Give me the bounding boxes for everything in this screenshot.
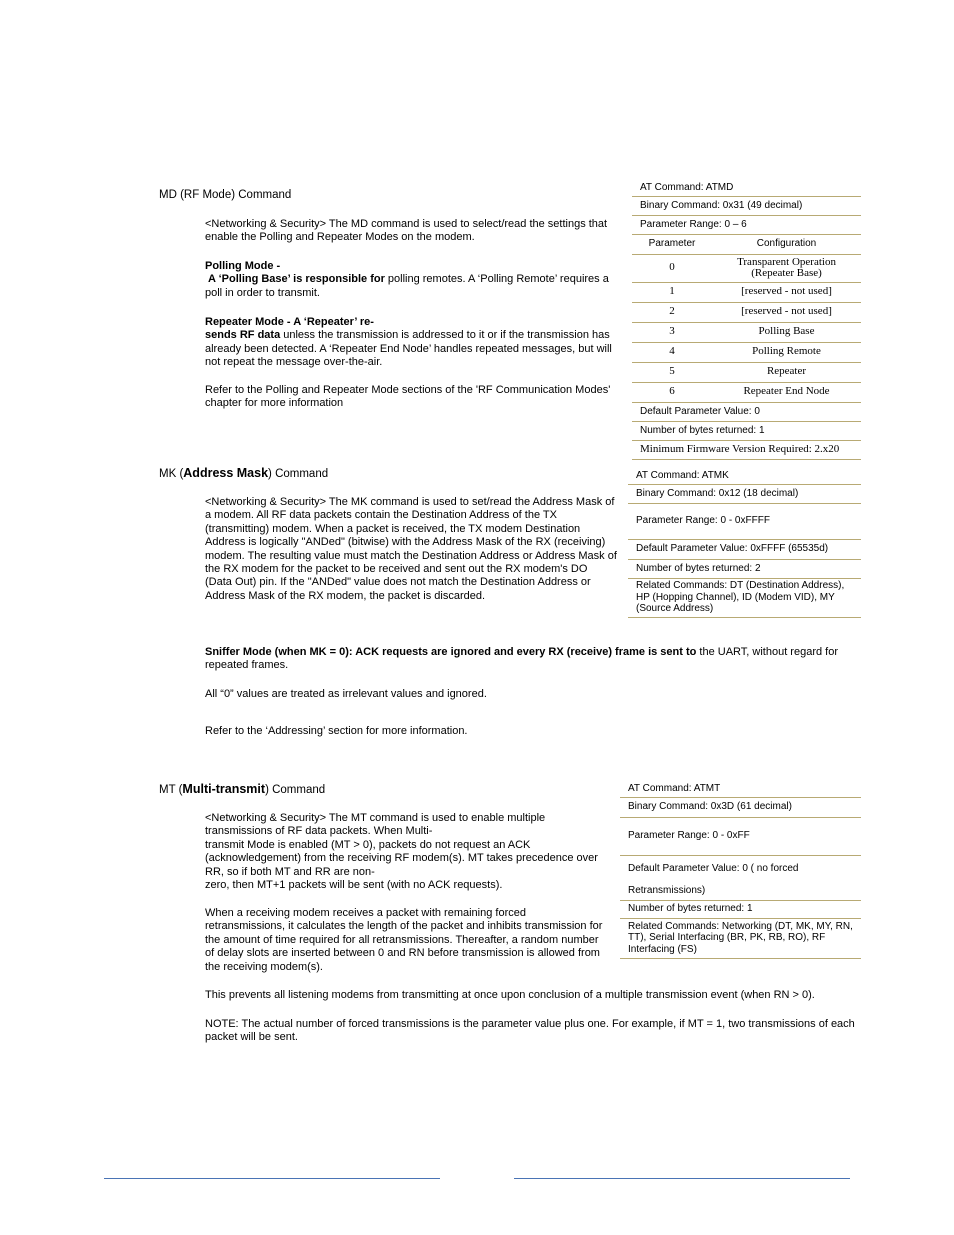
- md-default-value: Default Parameter Value: 0: [632, 402, 861, 421]
- mk-heading: [159, 466, 328, 480]
- mt-heading-name: Multi-transmit: [182, 782, 266, 796]
- md-row-config: Repeater: [712, 362, 861, 382]
- md-row-param: 1: [632, 282, 712, 302]
- md-row-config: Transparent Operation (Repeater Base): [712, 254, 861, 282]
- mt-heading: [159, 782, 325, 796]
- md-parameter-range: Parameter Range: 0 – 6: [632, 215, 861, 234]
- mk-intro: <Networking & Security> The MK command is used to set/read the Address Mask of a modem. All RF data packets contain the Destination Address of the TX (transmitting) modem. When a packet is received, the TX modem Destination Address is logically "ANDed" (bitwise) with the Address Mask of the RX (receiving) modem. The resulting value must match the Destination Address or Address Mask of the RX modem for the packet to be received and sent out the RX modem's DO (Data Out) pin. If the "ANDed" value does not match the Destination Address or Address Mask of the RX modem, the packet is discarded.: [205, 496, 617, 602]
- md-repeater-paragraph: [205, 316, 621, 370]
- mt-at-command: AT Command: ATMT: [620, 781, 861, 797]
- md-col-parameter: Parameter: [632, 234, 712, 254]
- md-row-param: 6: [632, 382, 712, 402]
- md-refer: Refer to the Polling and Repeater Mode sections of the 'RF Communication Modes' chapter for more information: [205, 384, 611, 410]
- mt-bytes-returned: Number of bytes returned: 1: [620, 900, 861, 918]
- md-row-config: [reserved - not used]: [712, 282, 861, 302]
- mk-refer: Refer to the ‘Addressing’ section for more information.: [205, 725, 468, 737]
- md-heading-suffix: ) Command: [231, 189, 292, 201]
- md-row-config: Polling Remote: [712, 342, 861, 362]
- md-row-param: 3: [632, 322, 712, 342]
- md-heading-name: RF Mode: [183, 189, 232, 201]
- mk-at-command: AT Command: ATMK: [628, 467, 861, 484]
- md-binary-command: Binary Command: 0x31 (49 decimal): [632, 196, 861, 215]
- footer-rule-right: [514, 1178, 850, 1179]
- mt-intro-line-2: transmit Mode is enabled (MT > 0), packets do not request an ACK (acknowledgement) from the receiving RF modem(s). MT takes precedence over RR, so if both MT and RR are non-: [205, 838, 598, 878]
- mt-prevents: This prevents all listening modems from transmitting at once upon conclusion of a multiple transmission event (when RN > 0).: [205, 989, 815, 1001]
- mt-intro-line-1: <Networking & Security> The MT command is used to enable multiple transmissions of RF data packets. When Multi-: [205, 812, 546, 838]
- mt-intro: [205, 812, 607, 892]
- mk-parameter-range: Parameter Range: 0 - 0xFFFF: [628, 503, 861, 539]
- md-row-param: 4: [632, 342, 712, 362]
- md-row-param: 5: [632, 362, 712, 382]
- md-heading: [159, 189, 291, 201]
- mt-binary-command: Binary Command: 0x3D (61 decimal): [620, 797, 861, 817]
- md-row-config: Repeater End Node: [712, 382, 861, 402]
- md-spec-table: [632, 179, 861, 460]
- mt-heading-prefix: MT (: [159, 784, 183, 796]
- md-min-firmware: Minimum Firmware Version Required: 2.x20: [632, 440, 861, 459]
- mk-related-commands: Related Commands: DT (Destination Address), HP (Hopping Channel), ID (Modem VID), MY (Source Address): [628, 578, 861, 617]
- mt-intro-line-3: zero, then MT+1 packets will be sent (with no ACK requests).: [205, 879, 503, 892]
- mt-retransmissions: Retransmissions): [620, 881, 861, 900]
- mk-default-value: Default Parameter Value: 0xFFFF (65535d): [628, 539, 861, 559]
- md-intro: <Networking & Security> The MD command is used to select/read the settings that enable the Polling and Repeater Modes on the modem.: [205, 218, 608, 244]
- md-row-config: Polling Base: [712, 322, 861, 342]
- mk-sniffer-text: the UART, without regard for repeated frames.: [205, 646, 839, 672]
- md-row-param: 2: [632, 302, 712, 322]
- mt-heading-suffix: ) Command: [265, 784, 326, 796]
- md-polling-paragraph: [205, 260, 621, 300]
- md-polling-text: polling remotes. A ‘Polling Remote’ requires a poll in order to transmit.: [205, 273, 609, 299]
- md-bytes-returned: Number of bytes returned: 1: [632, 421, 861, 440]
- mk-zero-values: All “0” values are treated as irrelevant values and ignored.: [205, 688, 487, 700]
- footer-rule-left: [104, 1178, 440, 1179]
- md-row-config: [reserved - not used]: [712, 302, 861, 322]
- md-at-command: AT Command: ATMD: [632, 179, 861, 196]
- md-polling-title: Polling Mode -: [205, 260, 281, 272]
- mt-note: NOTE: The actual number of forced transmissions is the parameter value plus one. For example, if MT = 1, two transmissions of each packet will be sent.: [205, 1018, 855, 1044]
- mk-heading-prefix: MK (: [159, 468, 184, 480]
- mk-sniffer-paragraph: [205, 646, 857, 673]
- mk-sniffer-bold: Sniffer Mode (when MK = 0): ACK requests are ignored and every RX (receive) frame is sent to: [205, 646, 697, 658]
- md-col-configuration: Configuration: [712, 234, 861, 254]
- md-heading-prefix: MD (: [159, 189, 184, 201]
- md-row-param: 0: [632, 254, 712, 282]
- mk-heading-name: Address Mask: [183, 466, 269, 480]
- mt-parameter-range: Parameter Range: 0 - 0xFF: [620, 817, 861, 855]
- md-repeater-bold: sends RF data: [205, 329, 281, 342]
- mk-bytes-returned: Number of bytes returned: 2: [628, 559, 861, 578]
- mt-default-value: Default Parameter Value: 0 ( no forced: [628, 862, 799, 874]
- md-polling-bold: A ‘Polling Base’ is responsible for: [208, 273, 385, 286]
- mt-receiving: When a receiving modem receives a packet with remaining forced retransmissions, it calculates the length of the packet and inhibits transmission for the amount of time required for all retransmissions. Thereafter, a random number of delay slots are inserted between 0 and RN before transmission is allowed from the receiving modem(s).: [205, 907, 603, 973]
- md-repeater-text: unless the transmission is addressed to it or if the transmission has already been detected. A ‘Repeater End Node’ handles repeated messages, but will not repeat the message over-the-air.: [205, 329, 612, 369]
- md-repeater-title: Repeater Mode - A ‘Repeater’ re-: [205, 316, 374, 328]
- mk-binary-command: Binary Command: 0x12 (18 decimal): [628, 484, 861, 503]
- mk-spec-table: [628, 467, 861, 618]
- mt-related-commands: Related Commands: Networking (DT, MK, MY, RN, TT), Serial Interfacing (BR, PK, RB, RO), RF Interfacing (FS): [620, 918, 861, 958]
- mk-heading-suffix: ) Command: [268, 468, 329, 480]
- mt-spec-table: [620, 781, 861, 959]
